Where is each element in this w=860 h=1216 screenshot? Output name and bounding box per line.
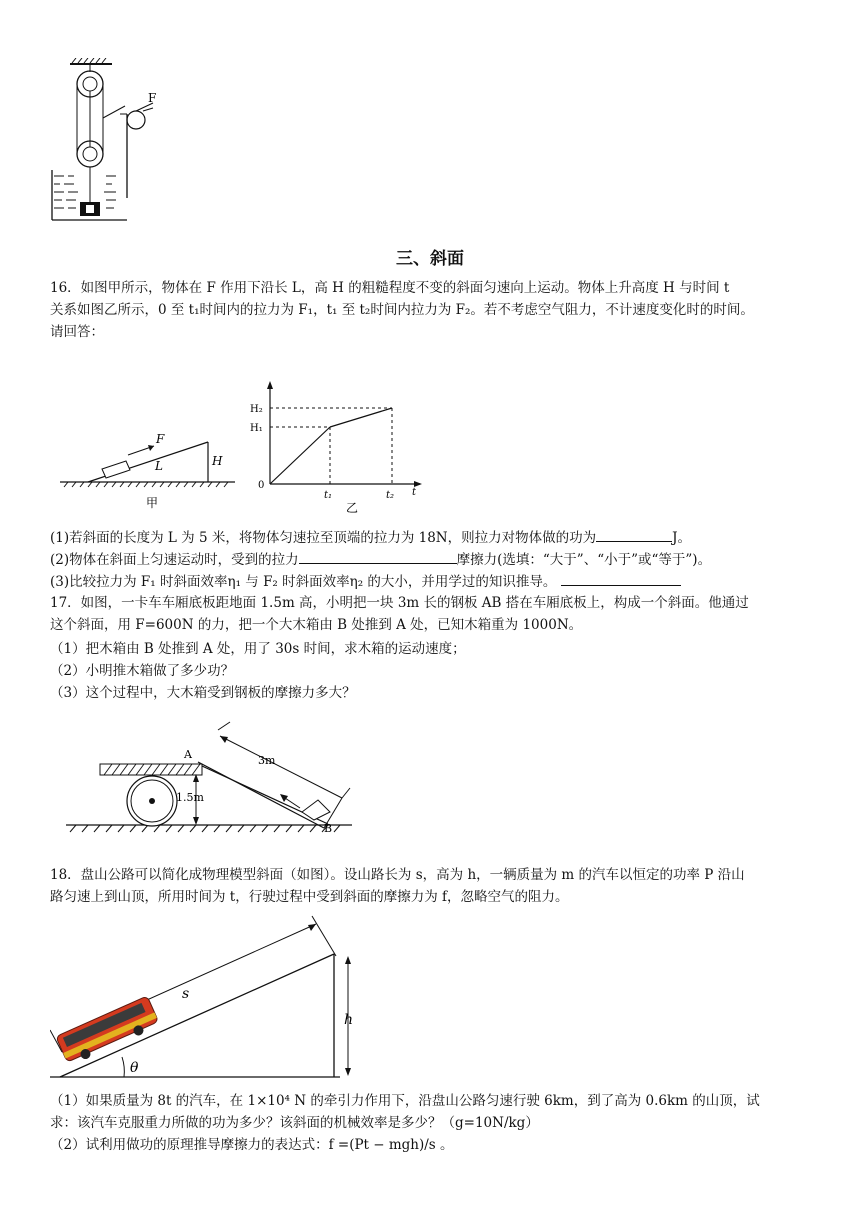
q16-text-line-3: 请回答： bbox=[50, 324, 104, 340]
bus-image bbox=[56, 996, 161, 1067]
q16-sub2-text: (2)物体在斜面上匀速运动时，受到的拉力 bbox=[50, 552, 299, 568]
incline-figure-jia bbox=[60, 425, 240, 511]
jia-force-label: F bbox=[156, 432, 165, 446]
section-title: 三、斜面 bbox=[396, 249, 464, 269]
truck-ramp-figure bbox=[62, 716, 362, 840]
q16-text-line-1: 16．如图甲所示，物体在 F 作用下沿长 L，高 H 的粗糙程度不变的斜面匀速向上运动。物体上升高度 H 与时间 t bbox=[50, 280, 730, 296]
truck-height-label: 1.5m bbox=[176, 791, 204, 804]
yi-t2-label: t₂ bbox=[386, 490, 395, 501]
q16-sub1-text: (1)若斜面的长度为 L 为 5 米，将物体匀速拉至顶端的拉力为 18N，则拉力对物体做的功为 bbox=[50, 530, 597, 546]
angle-theta-label: θ bbox=[130, 1060, 139, 1076]
yi-h1-label: H₁ bbox=[250, 423, 263, 434]
q16-sub2 bbox=[50, 550, 711, 569]
height-time-graph-yi bbox=[250, 378, 430, 518]
q16-text-line-2: 关系如图乙所示，0 至 t₁时间内的拉力为 F₁，t₁ 至 t₂时间内拉力为 F₂。若不考虑空气阻力，不计速度变化时的时间。 bbox=[50, 302, 754, 318]
jia-height-label: H bbox=[212, 454, 223, 468]
q18-text-line-2: 路匀速上到山顶，所用时间为 t，行驶过程中受到斜面的摩擦力为 f，忽略空气的阻力。 bbox=[50, 889, 569, 905]
q17-sub2: （2）小明推木箱做了多少功？ bbox=[50, 663, 235, 679]
mountain-height-label: h bbox=[344, 1012, 354, 1028]
q17-sub3: （3）这个过程中，大木箱受到钢板的摩擦力多大？ bbox=[50, 685, 356, 701]
q16-sub1 bbox=[50, 528, 691, 547]
q16-sub3 bbox=[50, 572, 681, 591]
jia-length-label: L bbox=[155, 459, 163, 473]
yi-origin-label: 0 bbox=[258, 480, 265, 491]
yi-t1-label: t₁ bbox=[324, 490, 333, 501]
ramp-length-label: 3m bbox=[258, 754, 276, 767]
q18-text-line-1: 18．盘山公路可以简化成物理模型斜面（如图）。设山路长为 s，高为 h，一辆质量为 m 的汽车以恒定的功率 P 沿山 bbox=[50, 867, 745, 883]
mountain-road-figure bbox=[50, 912, 380, 1084]
q16-sub3-text: (3)比较拉力为 F₁ 时斜面效率η₁ 与 F₂ 时斜面效率η₂ 的大小，并用学过的知识推导。 bbox=[50, 574, 557, 590]
yi-caption: 乙 bbox=[346, 501, 359, 515]
point-a-label: A bbox=[184, 748, 192, 761]
q16-sub2-answer-blank[interactable] bbox=[299, 550, 457, 564]
q16-sub1-unit: J。 bbox=[672, 530, 692, 546]
q17-text-line-1: 17．如图，一卡车车厢底板距地面 1.5m 高，小明把一块 3m 长的钢板 AB 搭在车厢底板上，构成一个斜面。他通过 bbox=[50, 595, 749, 611]
q17-sub1: （1）把木箱由 B 处推到 A 处，用了 30s 时间，求木箱的运动速度； bbox=[50, 641, 466, 657]
road-length-label: s bbox=[182, 986, 190, 1002]
q18-sub1-line-2: 求：该汽车克服重力所做的功为多少？该斜面的机械效率是多少？（g=10N/kg） bbox=[50, 1115, 539, 1131]
point-b-label: B bbox=[324, 822, 333, 835]
yi-t-axis-label: t bbox=[412, 487, 417, 498]
q18-sub2: （2）试利用做功的原理推导摩擦力的表达式：f =(Pt − mgh)/s 。 bbox=[50, 1137, 454, 1153]
q16-sub1-answer-blank[interactable] bbox=[596, 528, 672, 542]
q16-sub2-text-tail: 摩擦力(选填：“大于”、“小于”或“等于”)。 bbox=[456, 552, 712, 568]
q18-sub1-line-1: （1）如果质量为 8t 的汽车，在 1×10⁴ N 的牵引力作用下，沿盘山公路匀速行驶 6km，到了高为 0.6km 的山顶，试 bbox=[50, 1093, 760, 1109]
q16-sub3-answer-blank[interactable] bbox=[561, 572, 681, 586]
jia-caption: 甲 bbox=[146, 496, 159, 510]
q17-text-line-2: 这个斜面，用 F=600N 的力，把一个大木箱由 B 处推到 A 处，已知木箱重为 1000N。 bbox=[50, 617, 583, 633]
yi-h2-label: H₂ bbox=[250, 404, 263, 415]
pulley-force-label: F bbox=[148, 91, 157, 105]
pulley-figure bbox=[50, 58, 170, 226]
